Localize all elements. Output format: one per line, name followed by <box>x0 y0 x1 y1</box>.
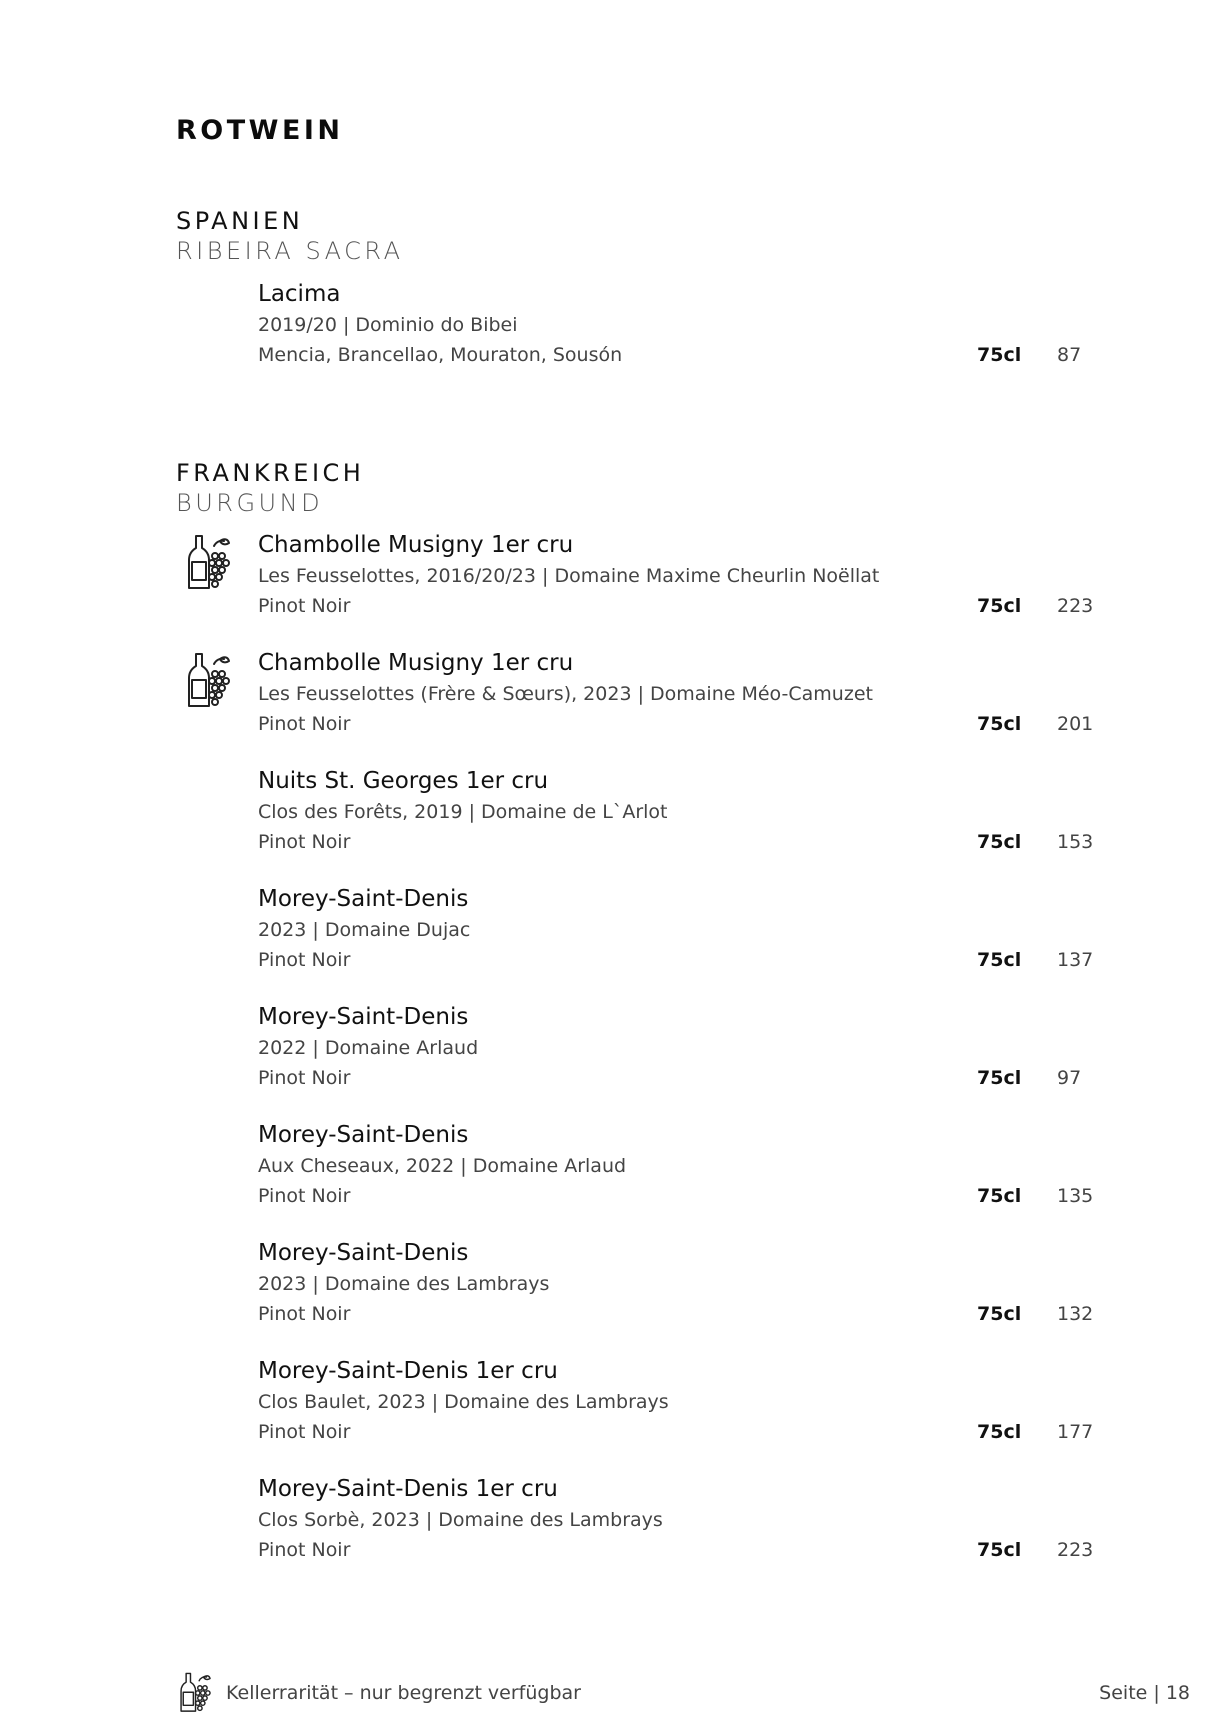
wine-bottle-grapes-icon <box>180 1672 214 1714</box>
wine-price: 137 <box>1057 949 1094 971</box>
page-title: ROTWEIN <box>176 115 344 146</box>
wine-price: 153 <box>1057 831 1094 853</box>
wine-name: Chambolle Musigny 1er cru <box>258 650 574 676</box>
wine-grape: Pinot Noir <box>258 1421 351 1443</box>
wine-grape: Pinot Noir <box>258 1185 351 1207</box>
wine-price: 132 <box>1057 1303 1094 1325</box>
wine-detail: Clos des Forêts, 2019 | Domaine de L`Arlot <box>258 801 668 823</box>
wine-entry <box>0 766 1222 856</box>
wine-entry <box>0 884 1222 974</box>
wine-name: Morey-Saint-Denis <box>258 886 469 912</box>
wine-detail: 2019/20 | Dominio do Bibei <box>258 314 518 336</box>
wine-name: Nuits St. Georges 1er cru <box>258 768 549 794</box>
wine-grape: Pinot Noir <box>258 595 351 617</box>
region-heading: BURGUND <box>176 489 324 517</box>
wine-grape: Pinot Noir <box>258 949 351 971</box>
wine-name: Lacima <box>258 281 341 307</box>
wine-name: Chambolle Musigny 1er cru <box>258 532 574 558</box>
wine-bottle-grapes-icon <box>188 652 234 710</box>
wine-entry <box>0 1002 1222 1092</box>
wine-entry <box>0 530 1222 620</box>
wine-name: Morey-Saint-Denis <box>258 1122 469 1148</box>
wine-detail: 2022 | Domaine Arlaud <box>258 1037 479 1059</box>
wine-detail: Clos Sorbè, 2023 | Domaine des Lambrays <box>258 1509 663 1531</box>
wine-grape: Mencia, Brancellao, Mouraton, Sousón <box>258 344 623 366</box>
wine-entry <box>0 648 1222 738</box>
wine-detail: Clos Baulet, 2023 | Domaine des Lambrays <box>258 1391 669 1413</box>
country-heading: SPANIEN <box>176 207 304 235</box>
wine-name: Morey-Saint-Denis 1er cru <box>258 1476 558 1502</box>
wine-detail: Les Feusselottes (Frère & Sœurs), 2023 | Domaine Méo-Camuzet <box>258 683 873 705</box>
wine-detail: 2023 | Domaine Dujac <box>258 919 471 941</box>
wine-grape: Pinot Noir <box>258 831 351 853</box>
wine-price: 223 <box>1057 595 1094 617</box>
wine-price: 97 <box>1057 1067 1082 1089</box>
wine-size: 75cl <box>977 1421 1022 1443</box>
wine-size: 75cl <box>977 713 1022 735</box>
wine-size: 75cl <box>977 949 1022 971</box>
wine-entry <box>0 1238 1222 1328</box>
wine-entry <box>0 279 1222 369</box>
wine-detail: 2023 | Domaine des Lambrays <box>258 1273 550 1295</box>
wine-size: 75cl <box>977 344 1022 366</box>
wine-size: 75cl <box>977 595 1022 617</box>
wine-price: 201 <box>1057 713 1094 735</box>
wine-detail: Les Feusselottes, 2016/20/23 | Domaine Maxime Cheurlin Noëllat <box>258 565 880 587</box>
wine-grape: Pinot Noir <box>258 1067 351 1089</box>
wine-entry <box>0 1356 1222 1446</box>
wine-size: 75cl <box>977 1303 1022 1325</box>
wine-entry <box>0 1474 1222 1564</box>
wine-grape: Pinot Noir <box>258 713 351 735</box>
wine-name: Morey-Saint-Denis 1er cru <box>258 1358 558 1384</box>
wine-grape: Pinot Noir <box>258 1303 351 1325</box>
wine-entry <box>0 1120 1222 1210</box>
wine-size: 75cl <box>977 831 1022 853</box>
wine-grape: Pinot Noir <box>258 1539 351 1561</box>
wine-size: 75cl <box>977 1539 1022 1561</box>
page-number: Seite | 18 <box>1099 1682 1190 1704</box>
wine-detail: Aux Cheseaux, 2022 | Domaine Arlaud <box>258 1155 627 1177</box>
wine-name: Morey-Saint-Denis <box>258 1240 469 1266</box>
wine-price: 135 <box>1057 1185 1094 1207</box>
footer-note: Kellerrarität – nur begrenzt verfügbar <box>226 1682 581 1704</box>
wine-price: 87 <box>1057 344 1082 366</box>
wine-name: Morey-Saint-Denis <box>258 1004 469 1030</box>
country-heading: FRANKREICH <box>176 459 365 487</box>
wine-size: 75cl <box>977 1067 1022 1089</box>
wine-size: 75cl <box>977 1185 1022 1207</box>
wine-price: 223 <box>1057 1539 1094 1561</box>
region-heading: RIBEIRA SACRA <box>176 237 404 265</box>
wine-price: 177 <box>1057 1421 1094 1443</box>
wine-bottle-grapes-icon <box>188 534 234 592</box>
